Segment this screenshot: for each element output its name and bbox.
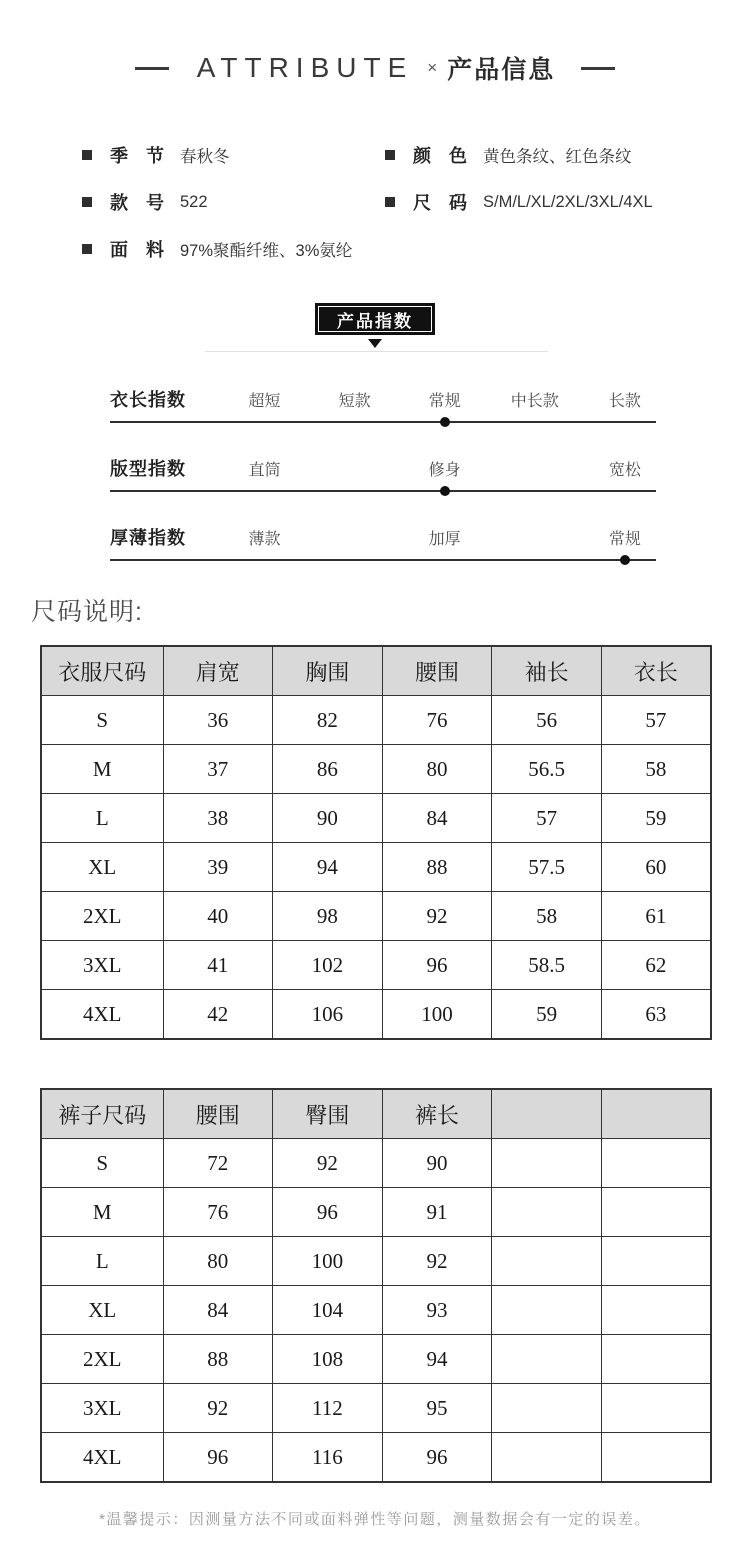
table-row [41, 1188, 711, 1237]
table-cell: 90 [382, 1139, 492, 1188]
table-cell: 92 [382, 892, 492, 941]
table-cell [492, 1188, 602, 1237]
index-option: 修身 [428, 462, 461, 479]
table-cell: 37 [163, 745, 273, 794]
table-cell: 84 [382, 794, 492, 843]
table-cell: 76 [163, 1188, 273, 1237]
table-row [41, 843, 711, 892]
table-header-cell: 肩宽 [163, 646, 273, 696]
table-cell: 93 [382, 1286, 492, 1335]
index-row-label: 版型指数 [110, 459, 186, 479]
table-cell: 92 [273, 1139, 383, 1188]
table-cell: 92 [382, 1237, 492, 1286]
table-cell [601, 1384, 711, 1433]
attribute-row-right-1 [385, 185, 653, 219]
attribute-label: 季 节 [110, 146, 164, 166]
table-cell: 96 [382, 941, 492, 990]
attribute-label: 款 号 [110, 193, 164, 213]
attribute-value: 春秋冬 [180, 148, 230, 166]
table-cell [601, 1335, 711, 1384]
table-header-cell: 腰围 [382, 646, 492, 696]
measurement-disclaimer: *温馨提示：因测量方法不同或面料弹性等问题，测量数据会有一定的误差。 [99, 1511, 651, 1528]
table-cell: 56.5 [492, 745, 602, 794]
index-option: 薄款 [248, 531, 281, 548]
attributes-left-column [82, 138, 352, 279]
table-cell: 57 [492, 794, 602, 843]
table-cell: 72 [163, 1139, 273, 1188]
table-cell: XL [41, 843, 163, 892]
table-cell: 60 [601, 843, 711, 892]
table-row [41, 745, 711, 794]
table-header-cell: 腰围 [163, 1089, 273, 1139]
multiply-separator-icon: × [427, 58, 438, 77]
square-bullet-icon [82, 197, 92, 207]
table-cell: L [41, 1237, 163, 1286]
table-row [41, 1139, 711, 1188]
table-cell [601, 1237, 711, 1286]
table-cell: 86 [273, 745, 383, 794]
table-cell: 3XL [41, 1384, 163, 1433]
attribute-label: 面 料 [110, 240, 164, 260]
table-cell: 59 [492, 990, 602, 1040]
table-cell: 2XL [41, 892, 163, 941]
table-cell: 38 [163, 794, 273, 843]
table-cell: M [41, 745, 163, 794]
index-option: 中长款 [510, 393, 559, 410]
attribute-value: S/M/L/XL/2XL/3XL/4XL [483, 192, 653, 211]
table-cell [492, 1433, 602, 1483]
product-index-rows [110, 354, 656, 561]
table-cell: 84 [163, 1286, 273, 1335]
table-cell: 94 [382, 1335, 492, 1384]
table-row [41, 1335, 711, 1384]
table-row [41, 1286, 711, 1335]
table-cell: 4XL [41, 1433, 163, 1483]
table-row [41, 941, 711, 990]
index-option: 短款 [338, 393, 371, 410]
table-cell: 91 [382, 1188, 492, 1237]
table-cell: 80 [163, 1237, 273, 1286]
index-option: 超短 [248, 393, 281, 410]
attribute-row-left-2 [82, 232, 352, 266]
attribute-value: 黄色条纹、红色条纹 [483, 148, 632, 166]
table-cell [492, 1286, 602, 1335]
size-description-heading: 尺码说明: [31, 598, 143, 626]
table-cell [601, 1188, 711, 1237]
table-cell: 88 [382, 843, 492, 892]
title-chinese: 产品信息 [447, 56, 556, 84]
table-cell: 39 [163, 843, 273, 892]
table-cell: 106 [273, 990, 383, 1040]
table-cell [492, 1139, 602, 1188]
index-row-label: 衣长指数 [110, 390, 186, 410]
table-cell: 76 [382, 696, 492, 745]
table-cell: 59 [601, 794, 711, 843]
attribute-value: 97%聚酯纤维、3%氨纶 [180, 242, 353, 260]
table-cell: 41 [163, 941, 273, 990]
pants-size-table [40, 1088, 712, 1483]
table-cell [601, 1286, 711, 1335]
table-cell: L [41, 794, 163, 843]
product-attributes [0, 138, 750, 273]
table-header-row [41, 646, 711, 696]
table-cell: 96 [273, 1188, 383, 1237]
square-bullet-icon [82, 150, 92, 160]
table-cell: 2XL [41, 1335, 163, 1384]
table-header-cell: 袖长 [492, 646, 602, 696]
table-cell: 58.5 [492, 941, 602, 990]
table-cell: 100 [273, 1237, 383, 1286]
title-dash-right-icon [581, 67, 615, 70]
table-header-cell: 裤长 [382, 1089, 492, 1139]
attributes-right-column [385, 138, 653, 232]
table-row [41, 892, 711, 941]
clothes-size-table [40, 645, 712, 1040]
triangle-down-icon [368, 339, 382, 348]
table-cell: 36 [163, 696, 273, 745]
table-cell [492, 1384, 602, 1433]
index-option: 常规 [428, 393, 461, 410]
table-cell: 62 [601, 941, 711, 990]
index-option: 长款 [608, 393, 641, 410]
page-title [0, 50, 750, 86]
table-row [41, 794, 711, 843]
table-cell: 80 [382, 745, 492, 794]
table-cell: 57 [601, 696, 711, 745]
attribute-row-left-1 [82, 185, 352, 219]
index-option: 常规 [608, 531, 641, 548]
table-cell: 82 [273, 696, 383, 745]
index-option: 宽松 [608, 462, 641, 479]
table-header-cell: 臀围 [273, 1089, 383, 1139]
table-cell: 58 [492, 892, 602, 941]
title-dash-left-icon [135, 67, 169, 70]
attribute-row-left-0 [82, 138, 352, 172]
table-cell: 94 [273, 843, 383, 892]
selected-level-dot-icon [620, 555, 630, 565]
table-row [41, 696, 711, 745]
table-cell: 4XL [41, 990, 163, 1040]
table-cell: 88 [163, 1335, 273, 1384]
index-row-2 [110, 492, 656, 561]
square-bullet-icon [82, 244, 92, 254]
index-option: 直筒 [248, 462, 281, 479]
table-header-cell [601, 1089, 711, 1139]
table-cell: 100 [382, 990, 492, 1040]
table-cell: 63 [601, 990, 711, 1040]
attribute-label: 颜 色 [413, 146, 467, 166]
table-cell [601, 1139, 711, 1188]
square-bullet-icon [385, 197, 395, 207]
table-header-row [41, 1089, 711, 1139]
table-cell: 3XL [41, 941, 163, 990]
table-cell: 90 [273, 794, 383, 843]
square-bullet-icon [385, 150, 395, 160]
table-row [41, 1384, 711, 1433]
attribute-label: 尺 码 [413, 193, 467, 213]
index-row-label: 厚薄指数 [110, 528, 186, 548]
title-english: ATTRIBUTE [196, 52, 414, 83]
table-cell: 92 [163, 1384, 273, 1433]
table-cell [492, 1237, 602, 1286]
table-cell: 112 [273, 1384, 383, 1433]
attribute-value: 522 [180, 192, 208, 211]
table-cell [492, 1335, 602, 1384]
table-row [41, 990, 711, 1040]
table-header-cell: 胸围 [273, 646, 383, 696]
table-cell: 104 [273, 1286, 383, 1335]
table-cell: 42 [163, 990, 273, 1040]
table-cell: S [41, 1139, 163, 1188]
table-header-cell: 裤子尺码 [41, 1089, 163, 1139]
table-cell: 96 [163, 1433, 273, 1483]
section-divider-line [205, 351, 548, 352]
index-row-0 [110, 354, 656, 423]
table-header-cell: 衣服尺码 [41, 646, 163, 696]
table-cell: 102 [273, 941, 383, 990]
table-cell [601, 1433, 711, 1483]
table-header-cell [492, 1089, 602, 1139]
attribute-row-right-0 [385, 138, 653, 172]
table-cell: XL [41, 1286, 163, 1335]
table-cell: 96 [382, 1433, 492, 1483]
table-cell: 108 [273, 1335, 383, 1384]
table-cell: 61 [601, 892, 711, 941]
table-cell: 58 [601, 745, 711, 794]
table-cell: 40 [163, 892, 273, 941]
table-cell: 95 [382, 1384, 492, 1433]
product-index-header [0, 303, 750, 348]
table-cell: 57.5 [492, 843, 602, 892]
index-option: 加厚 [428, 531, 461, 548]
table-cell: 98 [273, 892, 383, 941]
table-row [41, 1433, 711, 1483]
index-row-1 [110, 423, 656, 492]
table-cell: M [41, 1188, 163, 1237]
product-index-badge: 产品指数 [315, 303, 435, 335]
table-cell: 56 [492, 696, 602, 745]
table-row [41, 1237, 711, 1286]
table-cell: 116 [273, 1433, 383, 1483]
table-cell: S [41, 696, 163, 745]
table-header-cell: 衣长 [601, 646, 711, 696]
